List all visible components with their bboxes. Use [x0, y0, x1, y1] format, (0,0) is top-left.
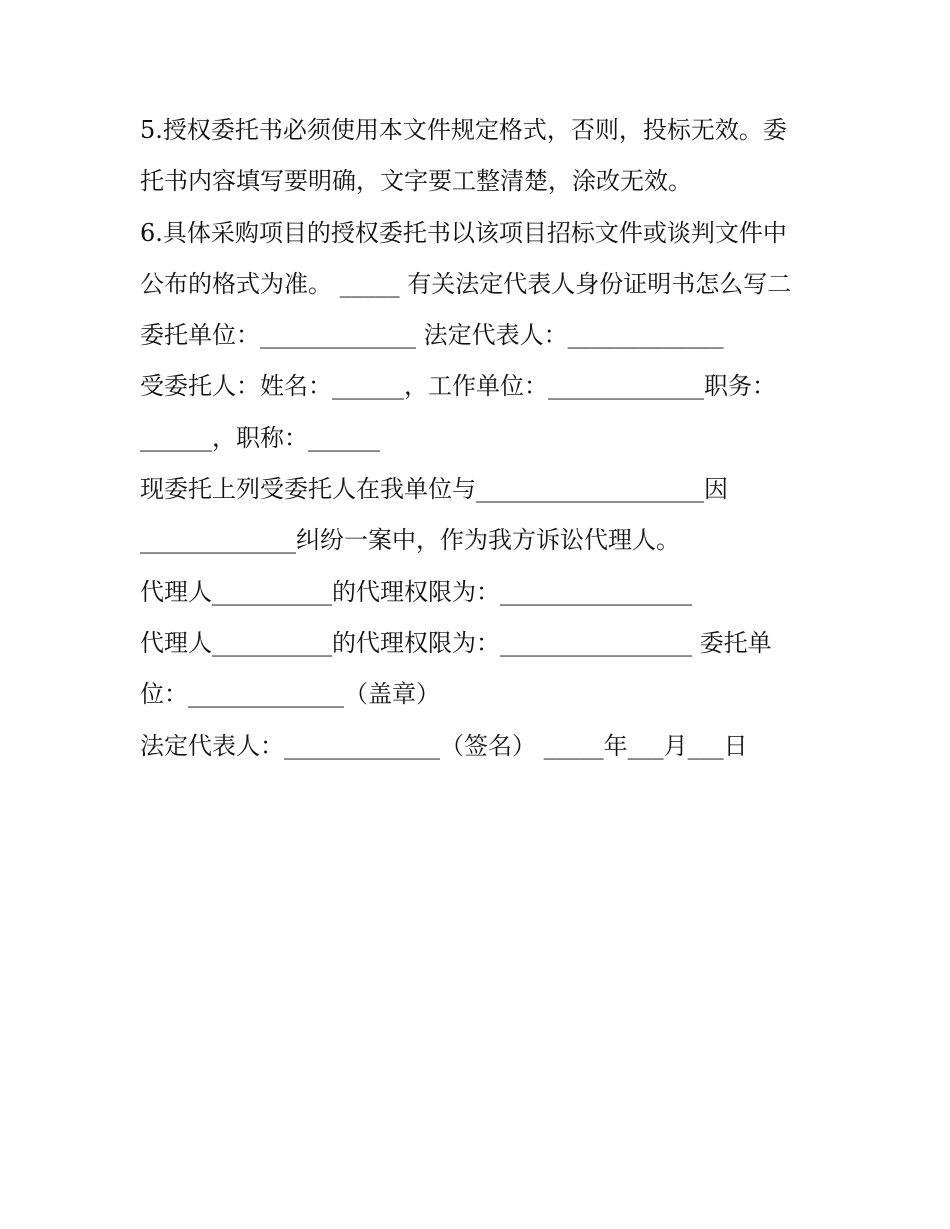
text-line-8: 现委托上列受委托人在我单位与___________________因	[140, 475, 728, 504]
text-line-11: 代理人__________的代理权限为：________________ 委托单	[140, 628, 772, 657]
text-line-6: 受委托人：姓名：______，工作单位：_____________职务：	[140, 372, 776, 401]
text-line-4: 公布的格式为准。 _____ 有关法定代表人身份证明书怎么写二	[140, 269, 792, 298]
text-line-2: 托书内容填写要明确，文字要工整清楚，涂改无效。	[140, 167, 692, 196]
text-line-7: ______，职称：______	[140, 423, 380, 452]
text-line-9: _____________纠纷一案中，作为我方诉讼代理人。	[140, 526, 680, 555]
text-line-13: 法定代表人：_____________（签名） _____年___月___日	[140, 731, 748, 760]
text-line-1: 5.授权委托书必须使用本文件规定格式，否则，投标无效。委	[140, 116, 787, 144]
text-line-10: 代理人__________的代理权限为：________________	[140, 577, 692, 606]
document-body	[140, 105, 820, 772]
text-line-12: 位：_____________（盖章）	[140, 680, 440, 709]
text-line-5: 委托单位：_____________ 法定代表人：_____________	[140, 321, 724, 350]
text-line-3: 6.具体采购项目的授权委托书以该项目招标文件或谈判文件中	[140, 218, 787, 247]
